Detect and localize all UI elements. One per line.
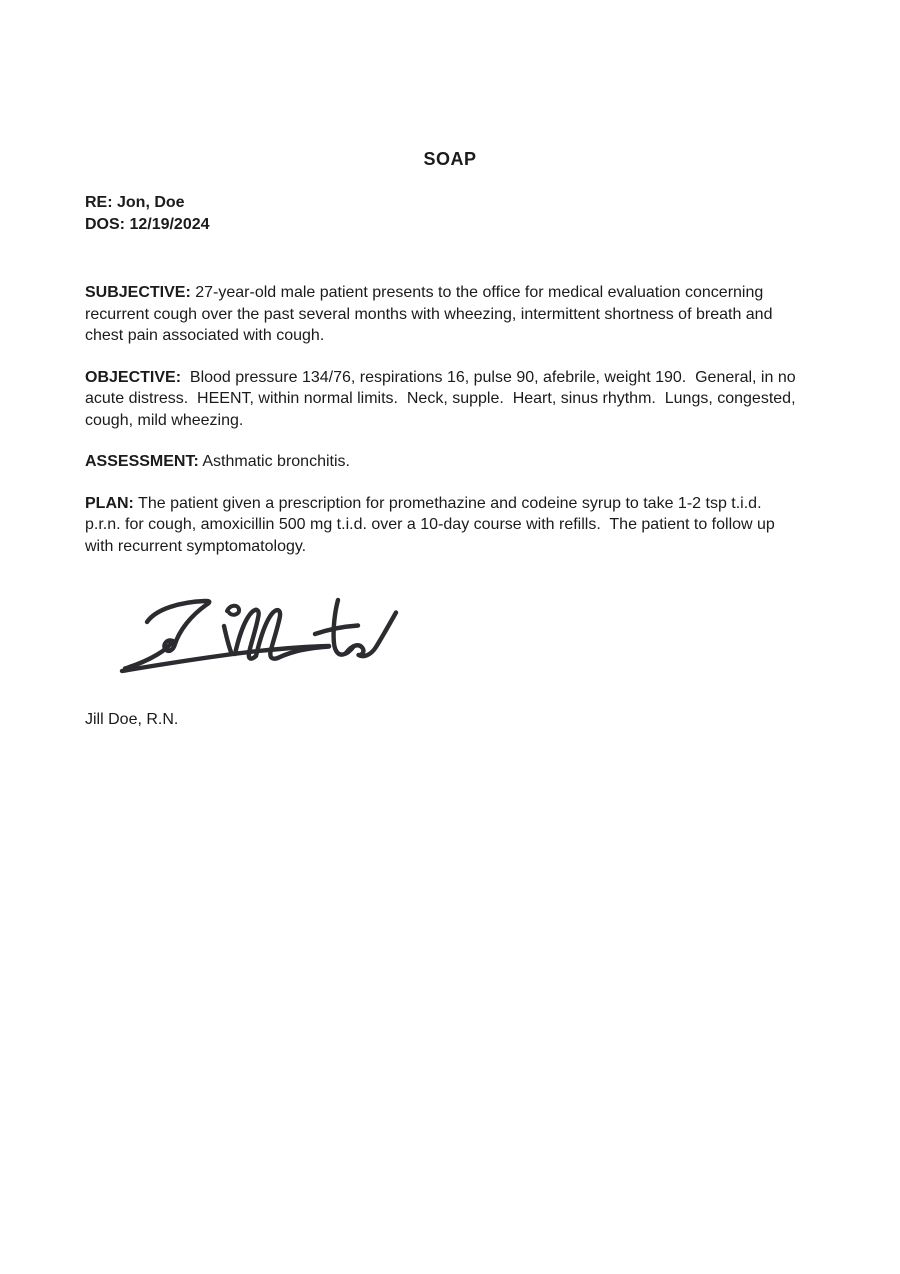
section-text-subjective: 27-year-old male patient presents to the office for medical evaluation concerning recurrent cough over the past several months with wheezing, intermittent shortness of breath and chest pain associated with cough. bbox=[85, 284, 777, 344]
handwritten-signature-icon bbox=[118, 591, 403, 683]
section-text-objective: Blood pressure 134/76, respirations 16, pulse 90, afebrile, weight 190. General, in no acute distress. HEENT, within normal limits. Neck, supple. Heart, sinus rhythm. Lungs, congested, cough, mild wheezing. bbox=[85, 368, 801, 429]
section-text-assessment: Asthmatic bronchitis. bbox=[198, 453, 350, 470]
section-label-plan: PLAN: bbox=[85, 494, 134, 512]
section-label-objective: OBJECTIVE: bbox=[85, 368, 182, 386]
section-label-assessment: ASSESSMENT: bbox=[85, 453, 199, 470]
patient-header bbox=[85, 192, 815, 235]
section-text-plan: The patient given a prescription for promethazine and codeine syrup to take 1-2 tsp t.i.d. p.r.n. for cough, amoxicillin 500 mg t.i.d. over a 10-day course with refills. The patient to follow up with recurrent symptomatology. bbox=[85, 494, 780, 555]
signer-name: Jill Doe, R.N. bbox=[85, 711, 179, 728]
patient-re-line: RE: Jon, Doe bbox=[85, 194, 185, 211]
section-label-subjective: SUBJECTIVE: bbox=[85, 284, 191, 301]
section-subjective bbox=[85, 282, 797, 347]
section-assessment bbox=[85, 451, 797, 473]
section-objective bbox=[85, 367, 801, 432]
section-plan bbox=[85, 493, 797, 558]
date-of-service-line: DOS: 12/19/2024 bbox=[85, 215, 210, 233]
document-title: SOAP bbox=[423, 149, 477, 169]
